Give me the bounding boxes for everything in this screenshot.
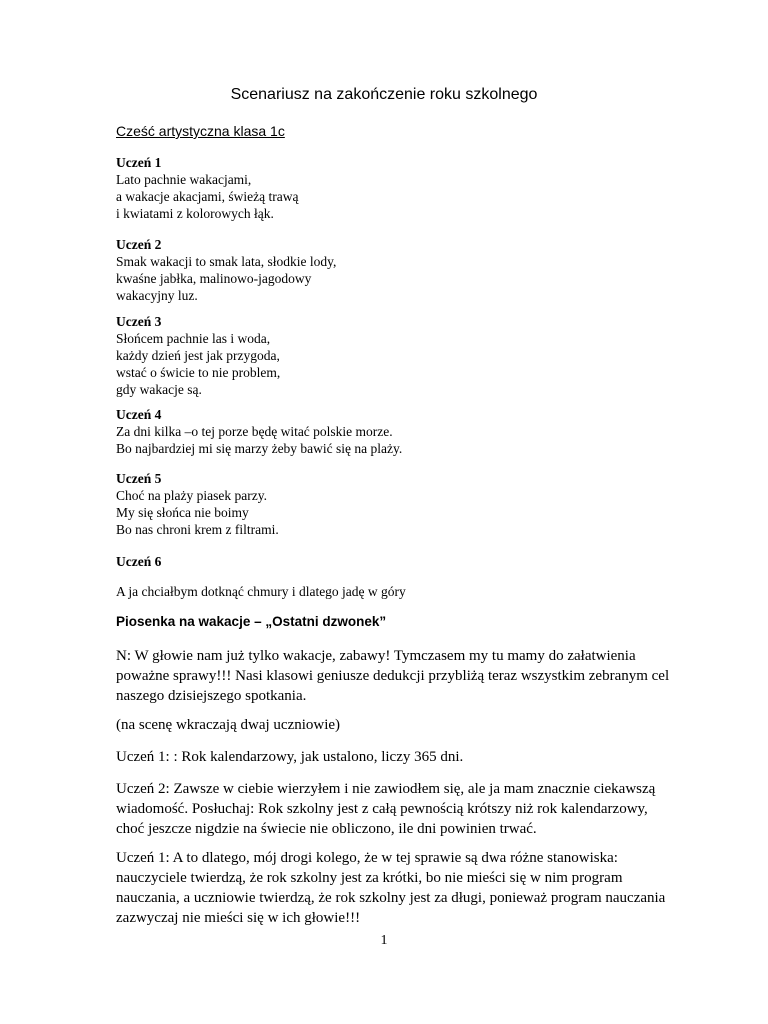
verse-line: a wakacje akacjami, świeżą trawą xyxy=(116,189,299,204)
dialogue-paragraph: N: W głowie nam już tylko wakacje, zabawy! Tymczasem my tu mamy do załatwienia poważne sprawy!!! Nasi klasowi geniusze dedukcji przybliżą teraz wszystkim zebranym cel naszego dzisiejszego spotkania. xyxy=(116,648,670,704)
student-heading: Uczeń 5 xyxy=(116,471,162,486)
student-block xyxy=(116,154,676,222)
student-heading: Uczeń 6 xyxy=(116,554,162,569)
verse-line: My się słońca nie boimy xyxy=(116,505,249,520)
student-heading: Uczeń 2 xyxy=(116,237,162,252)
dialogue-paragraph: Uczeń 2: Zawsze w ciebie wierzyłem i nie zawiodłem się, ale ja mam znacznie ciekawszą wiadomość. Posłuchaj: Rok szkolny jest z całą pewnością krótszy niż rok kalendarzowy, choć jeszcze nigdzie na świecie nie obliczono, ile dni powinien trwać. xyxy=(116,781,656,837)
stage-direction: (na scenę wkraczają dwaj uczniowie) xyxy=(116,717,341,733)
dialogue-paragraph: Uczeń 1: : Rok kalendarzowy, jak ustalono, liczy 365 dni. xyxy=(116,749,464,765)
student-block xyxy=(116,553,676,600)
dialogue-paragraph: Uczeń 1: A to dlatego, mój drogi kolego, że w tej sprawie są dwa różne stanowiska: nauczyciele twierdzą, że rok szkolny jest za krótki, bo nie mieści się w nim program nauczania, a uczniowie twierdzą, że rok szkolny jest za długi, ponieważ program nauczania zazwyczaj nie mieści się w ich głowie!!! xyxy=(116,850,666,926)
verse-line: Choć na plaży piasek parzy. xyxy=(116,488,267,503)
document-title: Scenariusz na zakończenie roku szkolnego xyxy=(230,86,538,103)
verse-line: Za dni kilka –o tej porze będę witać polskie morze. xyxy=(116,424,393,439)
student-heading: Uczeń 4 xyxy=(116,407,162,422)
document-subtitle: Cześć artystyczna klasa 1c xyxy=(116,123,285,139)
student-block xyxy=(116,236,676,304)
verse-line: Bo najbardziej mi się marzy żeby bawić się na plaży. xyxy=(116,441,403,456)
student-block xyxy=(116,470,676,538)
page-number: 1 xyxy=(380,933,388,948)
verse-line: gdy wakacje są. xyxy=(116,382,202,397)
verse-line: wakacyjny luz. xyxy=(116,288,198,303)
verse-line: Lato pachnie wakacjami, xyxy=(116,172,252,187)
verse-line: Słońcem pachnie las i woda, xyxy=(116,331,271,346)
verse-line: kwaśne jabłka, malinowo-jagodowy xyxy=(116,271,312,286)
student-block xyxy=(116,406,676,457)
verse-line: wstać o świcie to nie problem, xyxy=(116,365,281,380)
student-block xyxy=(116,313,676,398)
student-heading: Uczeń 3 xyxy=(116,314,162,329)
song-title: Piosenka na wakacje – „Ostatni dzwonek” xyxy=(116,614,387,629)
student-heading: Uczeń 1 xyxy=(116,155,162,170)
verse-line: A ja chciałbym dotknąć chmury i dlatego jadę w góry xyxy=(116,584,406,599)
verse-line: Smak wakacji to smak lata, słodkie lody, xyxy=(116,254,337,269)
verse-line: i kwiatami z kolorowych łąk. xyxy=(116,206,274,221)
verse-line: każdy dzień jest jak przygoda, xyxy=(116,348,280,363)
verse-line: Bo nas chroni krem z filtrami. xyxy=(116,522,279,537)
